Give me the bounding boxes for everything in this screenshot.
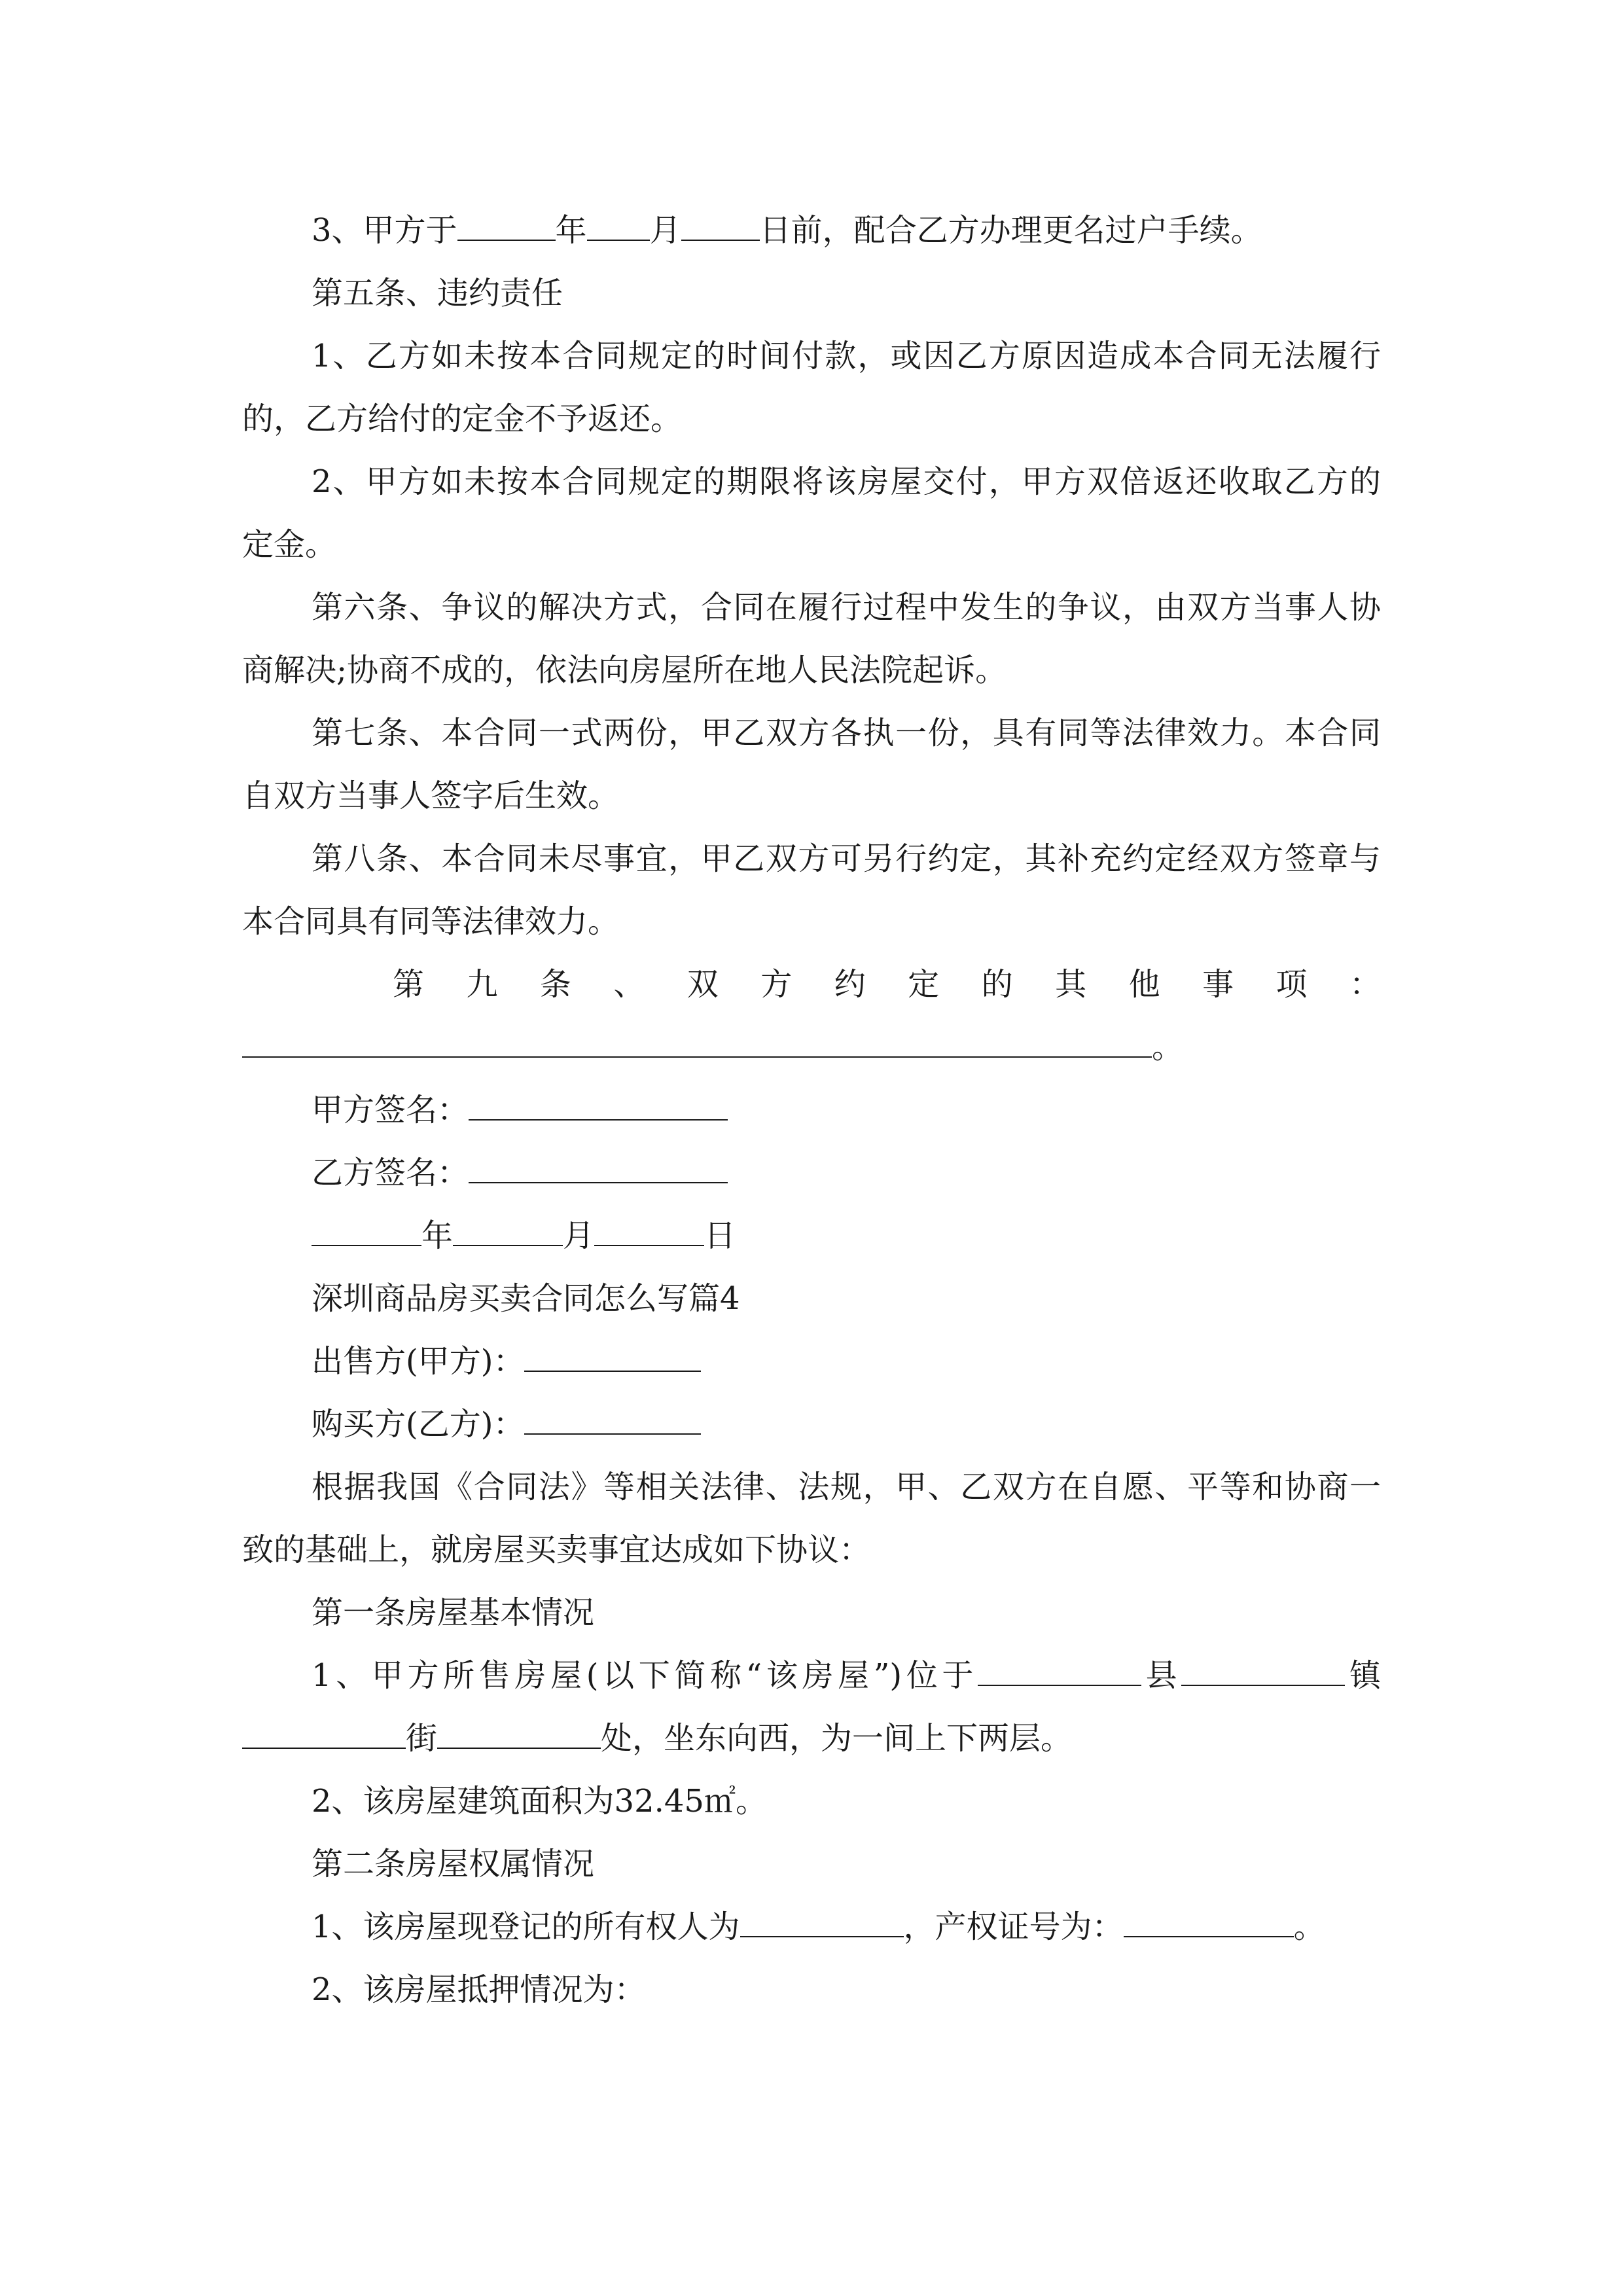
- signature-label: 乙方签名：: [312, 1155, 469, 1191]
- paragraph-line: 2、甲方如未按本合同规定的期限将该房屋交付，甲方双倍返还收取乙方的: [312, 463, 1381, 500]
- seller-line: [312, 1342, 1381, 1381]
- paragraph-line: 本合同具有同等法律效力。: [242, 903, 620, 940]
- year-blank: [312, 1219, 421, 1246]
- article-2-heading: 第二条房屋权属情况: [312, 1846, 595, 1882]
- location-text: 1、甲方所售房屋(以下简称“该房屋”)位于: [312, 1657, 978, 1694]
- location-text-end: 处，坐东向西，为一间上下两层。: [601, 1720, 1073, 1757]
- ownership-line: [312, 1907, 1381, 1946]
- mortgage-line: 2、该房屋抵押情况为：: [312, 1971, 646, 2008]
- article-7-text: 第七条、本合同一式两份，甲乙双方各执一份，具有同等法律效力。本合同: [312, 715, 1381, 751]
- paragraph-line: 致的基础上，就房屋买卖事宜达成如下协议：: [242, 1532, 871, 1568]
- paragraph-line: 的，乙方给付的定金不予返还。: [242, 401, 683, 437]
- paragraph-line: 自双方当事人签字后生效。: [242, 778, 620, 814]
- buyer-label: 购买方(乙方)：: [312, 1406, 525, 1443]
- month-label: 月: [649, 212, 681, 249]
- article-6-text: 第六条、争议的解决方式，合同在履行过程中发生的争议，由双方当事人协: [312, 589, 1381, 626]
- article-9-heading: 第 九 条 、 双 方 约 定 的 其 他 事 项 ：: [393, 966, 1381, 1003]
- year-blank: [457, 213, 556, 241]
- buyer-line: [312, 1405, 1381, 1444]
- article-5-heading: 第五条、违约责任: [312, 275, 563, 312]
- article-9-blank-line: [242, 1028, 1381, 1067]
- period: 。: [1152, 1029, 1184, 1066]
- clause-3-transfer: [312, 211, 1381, 250]
- preamble-line: 根据我国《合同法》等相关法律、法规，甲、乙双方在自愿、平等和协商一: [312, 1469, 1381, 1505]
- clause-text-end: 日前，配合乙方办理更名过户手续。: [759, 212, 1262, 249]
- month-label: 月: [563, 1217, 595, 1254]
- article-1-heading: 第一条房屋基本情况: [312, 1594, 595, 1631]
- period: 。: [1293, 1909, 1325, 1945]
- year-label: 年: [555, 212, 587, 249]
- street-label: 街: [406, 1720, 438, 1757]
- owner-blank: [740, 1910, 904, 1937]
- other-matters-blank: [242, 1030, 1152, 1058]
- seller-blank: [524, 1344, 701, 1372]
- town-label: 镇: [1345, 1657, 1381, 1694]
- floor-area-line: 2、该房屋建筑面积为32.45㎡。: [312, 1783, 767, 1820]
- signature-blank: [469, 1093, 728, 1121]
- paragraph-line: 定金。: [242, 526, 337, 563]
- county-label: 县: [1141, 1657, 1182, 1694]
- clause-text: 3、甲方于: [312, 212, 457, 249]
- town-blank: [1181, 1659, 1345, 1686]
- house-location-line-2: [242, 1719, 1381, 1758]
- day-blank: [681, 213, 760, 241]
- month-blank: [453, 1219, 563, 1246]
- county-blank: [978, 1659, 1141, 1686]
- buyer-blank: [524, 1407, 701, 1435]
- paragraph-line: 商解决;协商不成的，依法向房屋所在地人民法院起诉。: [242, 652, 1007, 689]
- street-blank: [242, 1721, 406, 1749]
- signature-label: 甲方签名：: [312, 1092, 469, 1128]
- party-b-signature: [312, 1153, 1381, 1193]
- section-title: 深圳商品房买卖合同怎么写篇4: [312, 1280, 740, 1317]
- signature-date: [312, 1216, 1381, 1255]
- certificate-blank: [1124, 1910, 1294, 1937]
- house-location-line: [312, 1656, 1381, 1695]
- seller-label: 出售方(甲方)：: [312, 1343, 525, 1380]
- paragraph-line: 1、乙方如未按本合同规定的时间付款，或因乙方原因造成本合同无法履行: [312, 338, 1381, 374]
- article-8-text: 第八条、本合同未尽事宜，甲乙双方可另行约定，其补充约定经双方签章与: [312, 840, 1381, 877]
- signature-blank: [469, 1156, 728, 1183]
- year-label: 年: [421, 1217, 454, 1254]
- party-a-signature: [312, 1090, 1381, 1130]
- day-label: 日: [704, 1217, 736, 1254]
- day-blank: [594, 1219, 704, 1246]
- month-blank: [587, 213, 650, 241]
- place-blank: [437, 1721, 601, 1749]
- owner-label: 1、该房屋现登记的所有权人为: [312, 1909, 740, 1945]
- certificate-label: ，产权证号为：: [903, 1909, 1124, 1945]
